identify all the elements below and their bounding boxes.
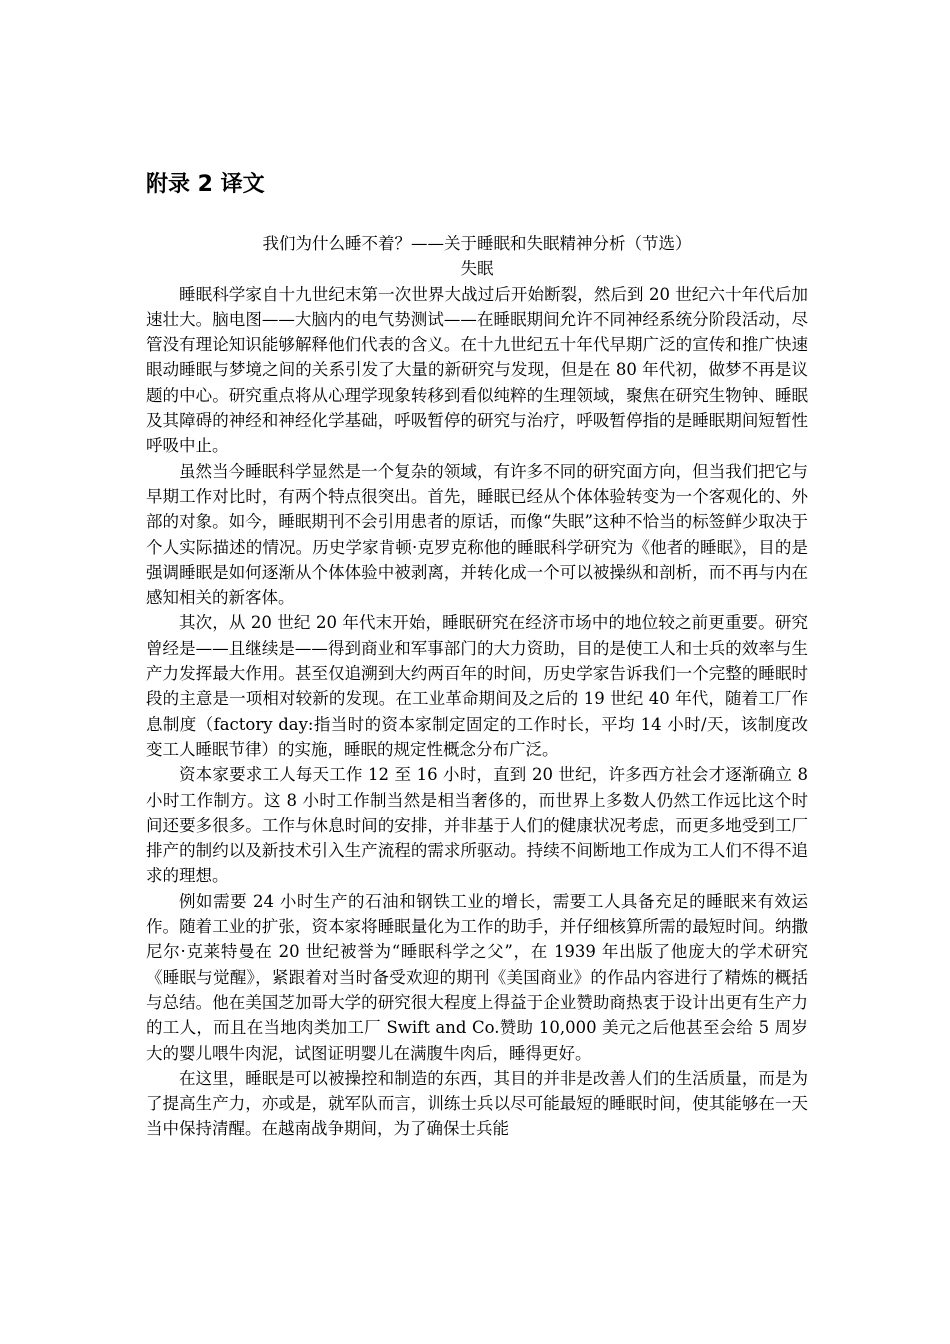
paragraph-1: 睡眠科学家自十九世纪末第一次世界大战过后开始断裂，然后到 20 世纪六十年代后加速壮大。脑电图——大脑内的电气势测试——在睡眠期间允许不同神经系统分阶段活动，尽管没有理论知识能够解释他们代表的含义。在十九世纪五十年代早期广泛的宣传和推广快速眼动睡眠与梦境之间的关系引发了大量的新研究与发现，但是在 80 年代初，做梦不再是议题的中心。研究重点将从心理学现象转移到看似纯粹的生理领域，聚焦在研究生物钟、睡眠及其障碍的神经和神经化学基础，呼吸暂停的研究与治疗，呼吸暂停指的是睡眠期间短暂性呼吸中止。 (146, 284, 808, 456)
paragraph-4: 资本家要求工人每天工作 12 至 16 小时，直到 20 世纪，许多西方社会才逐渐确立 8 小时工作制方。这 8 小时工作制当然是相当奢侈的，而世界上多数人仍然工作远比这个时间还要多很多。工作与休息时间的安排，并非基于人们的健康状况考虑，而更多地受到工厂排产的制约以及新技术引入生产流程的需求所驱动。持续不间断地工作成为工人们不得不追求的理想。 (146, 765, 808, 886)
article-body (146, 231, 808, 1142)
paragraph-6: 在这里，睡眠是可以被操控和制造的东西，其目的并非是改善人们的生活质量，而是为了提高生产力，亦或是，就军队而言，训练士兵以尽可能最短的睡眠时间，使其能够在一天当中保持清醒。在越南战争期间，为了确保士兵能 (146, 1068, 808, 1139)
paragraph-3: 其次，从 20 世纪 20 年代末开始，睡眠研究在经济市场中的地位较之前更重要。研究曾经是——且继续是——得到商业和军事部门的大力资助，目的是使工人和士兵的效率与生产力发挥最大作用。甚至仅追溯到大约两百年的时间，历史学家告诉我们一个完整的睡眠时段的主意是一项相对较新的发现。在工业革命期间及之后的 19 世纪 40 年代，随着工厂作息制度（factory day:指当时的资本家制定固定的工作时长，平均 14 小时/天，该制度改变工人睡眠节律）的实施，睡眠的规定性概念分布广泛。 (146, 613, 808, 759)
paragraph-5: 例如需要 24 小时生产的石油和钢铁工业的增长，需要工人具备充足的睡眠来有效运作。随着工业的扩张，资本家将睡眠量化为工作的助手，并仔细核算所需的最短时间。纳撒尼尔·克莱特曼在 20 世纪被誉为“睡眠科学之父”，在 1939 年出版了他庞大的学术研究《睡眠与觉醒》，紧跟着对当时备受欢迎的期刊《美国商业》的作品内容进行了精炼的概括与总结。他在美国芝加哥大学的研究很大程度上得益于企业赞助商热衷于设计出更有生产力的工人，而且在当地肉类加工厂 Swift and Co.赞助 10,000 美元之后他甚至会给 5 周岁大的婴儿喂牛肉泥，试图证明婴儿在满腹牛肉后，睡得更好。 (146, 891, 808, 1063)
article-title: 我们为什么睡不着？——关于睡眠和失眠精神分析（节选） (262, 234, 692, 253)
paragraph-2: 虽然当今睡眠科学显然是一个复杂的领域，有许多不同的研究面方向，但当我们把它与早期工作对比时，有两个特点很突出。首先，睡眠已经从个体体验转变为一个客观化的、外部的对象。如今，睡眠期刊不会引用患者的原话，而像“失眠”这种不恰当的标签鲜少取决于个人实际描述的情况。历史学家肯顿·克罗克称他的睡眠科学研究为《他者的睡眠》，目的是强调睡眠是如何逐渐从个体体验中被剥离，并转化成一个可以被操纵和剖析，而不再与内在感知相关的新客体。 (146, 461, 808, 608)
appendix-heading: 附录 2 译文 (146, 172, 265, 197)
article-subtitle: 失眠 (460, 259, 494, 279)
